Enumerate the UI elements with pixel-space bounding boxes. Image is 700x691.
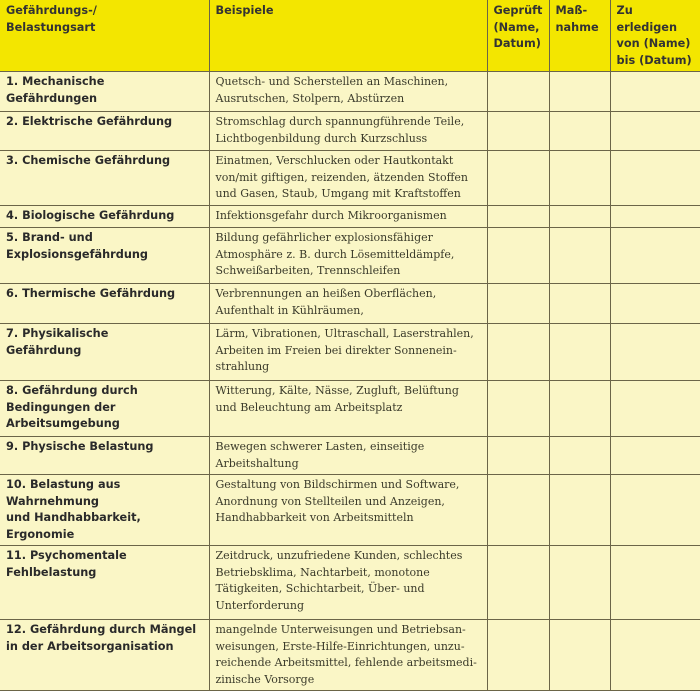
examples-cell: Quetsch- und Scherstellen an Maschinen, Ausrutschen, Stolpern, Abstürzen (209, 72, 487, 112)
hazard-category: 9. Physische Belastung (0, 437, 209, 475)
table-row (0, 381, 700, 437)
examples-cell: Stromschlag durch spannungführende Teile, Lichtbogenbildung durch Kurzschluss (209, 112, 487, 151)
table-row (0, 437, 700, 475)
examples-cell: Witterung, Kälte, Nässe, Zugluft, Belüftung und Beleuchtung am Arbeitsplatz (209, 381, 487, 437)
todo-cell[interactable] (610, 228, 700, 284)
checked-cell[interactable] (487, 381, 549, 437)
examples-cell: Bildung gefährlicher explosionsfähiger Atmosphäre z. B. durch Lösemitteldämpfe, Schweißarbeiten, Trennschleifen (209, 228, 487, 284)
table-row (0, 72, 700, 112)
measure-cell[interactable] (549, 72, 610, 112)
examples-cell: Gestaltung von Bildschirmen und Software, Anordnung von Stellteilen und Anzeigen, Handhabbarkeit von Arbeitsmitteln (209, 475, 487, 546)
hazard-category: 12. Gefährdung durch Mängel in der Arbeitsorganisation (0, 620, 209, 691)
measure-cell[interactable] (549, 437, 610, 475)
checked-cell[interactable] (487, 475, 549, 546)
hazard-category: 11. Psychomentale Fehlbelastung (0, 546, 209, 620)
todo-cell[interactable] (610, 475, 700, 546)
checked-cell[interactable] (487, 228, 549, 284)
todo-cell[interactable] (610, 72, 700, 112)
table-row (0, 620, 700, 691)
todo-cell[interactable] (610, 206, 700, 228)
measure-cell[interactable] (549, 228, 610, 284)
measure-cell[interactable] (549, 475, 610, 546)
hazard-category: 8. Gefährdung durch Bedingungen der Arbeitsumgebung (0, 381, 209, 437)
table-row (0, 475, 700, 546)
examples-cell: Verbrennungen an heißen Oberflächen, Aufenthalt in Kühlräumen, (209, 284, 487, 324)
todo-cell[interactable] (610, 381, 700, 437)
checked-cell[interactable] (487, 620, 549, 691)
todo-cell[interactable] (610, 546, 700, 620)
measure-cell[interactable] (549, 284, 610, 324)
measure-cell[interactable] (549, 151, 610, 206)
examples-cell: mangelnde Unterweisungen und Betriebsan- weisungen, Erste-Hilfe-Einrichtungen, unzu- reichende Arbeitsmittel, fehlende arbeitsmedi- zinische Vorsorge (209, 620, 487, 691)
table-row (0, 151, 700, 206)
checked-cell[interactable] (487, 284, 549, 324)
checked-cell[interactable] (487, 72, 549, 112)
measure-cell[interactable] (549, 324, 610, 381)
header-measure: Maß- nahme (549, 0, 610, 72)
checked-cell[interactable] (487, 151, 549, 206)
hazard-category: 4. Biologische Gefährdung (0, 206, 209, 228)
table-row (0, 546, 700, 620)
checked-cell[interactable] (487, 546, 549, 620)
examples-cell: Infektionsgefahr durch Mikroorganismen (209, 206, 487, 228)
todo-cell[interactable] (610, 284, 700, 324)
hazard-category: 2. Elektrische Gefährdung (0, 112, 209, 151)
hazard-category: 5. Brand- und Explosionsgefährdung (0, 228, 209, 284)
hazard-category: 10. Belastung aus Wahrnehmung und Handhabbarkeit, Ergonomie (0, 475, 209, 546)
header-hazard-type: Gefährdungs-/ Belastungsart (0, 0, 209, 72)
hazard-category: 1. Mechanische Gefährdungen (0, 72, 209, 112)
todo-cell[interactable] (610, 324, 700, 381)
todo-cell[interactable] (610, 112, 700, 151)
measure-cell[interactable] (549, 112, 610, 151)
checked-cell[interactable] (487, 206, 549, 228)
todo-cell[interactable] (610, 437, 700, 475)
measure-cell[interactable] (549, 206, 610, 228)
header-checked: Geprüft (Name, Datum) (487, 0, 549, 72)
hazard-category: 7. Physikalische Gefährdung (0, 324, 209, 381)
todo-cell[interactable] (610, 620, 700, 691)
examples-cell: Lärm, Vibrationen, Ultraschall, Laserstrahlen, Arbeiten im Freien bei direkter Sonnenein- strahlung (209, 324, 487, 381)
examples-cell: Bewegen schwerer Lasten, einseitige Arbeitshaltung (209, 437, 487, 475)
examples-cell: Zeitdruck, unzufriedene Kunden, schlechtes Betriebsklima, Nachtarbeit, monotone Tätigkeiten, Schichtarbeit, Über- und Unterforderung (209, 546, 487, 620)
table-row (0, 324, 700, 381)
header-to-do: Zu erledigen von (Name) bis (Datum) (610, 0, 700, 72)
measure-cell[interactable] (549, 620, 610, 691)
examples-cell: Einatmen, Verschlucken oder Hautkontakt von/mit giftigen, reizenden, ätzenden Stoffen und Gasen, Staub, Umgang mit Kraftstoffen (209, 151, 487, 206)
measure-cell[interactable] (549, 546, 610, 620)
hazard-category: 3. Chemische Gefährdung (0, 151, 209, 206)
todo-cell[interactable] (610, 151, 700, 206)
checked-cell[interactable] (487, 324, 549, 381)
header-examples: Beispiele (209, 0, 487, 72)
checked-cell[interactable] (487, 437, 549, 475)
table-row (0, 112, 700, 151)
measure-cell[interactable] (549, 381, 610, 437)
table-row (0, 228, 700, 284)
checked-cell[interactable] (487, 112, 549, 151)
table-row (0, 284, 700, 324)
header-row (0, 0, 700, 72)
table-row (0, 206, 700, 228)
hazard-category: 6. Thermische Gefährdung (0, 284, 209, 324)
